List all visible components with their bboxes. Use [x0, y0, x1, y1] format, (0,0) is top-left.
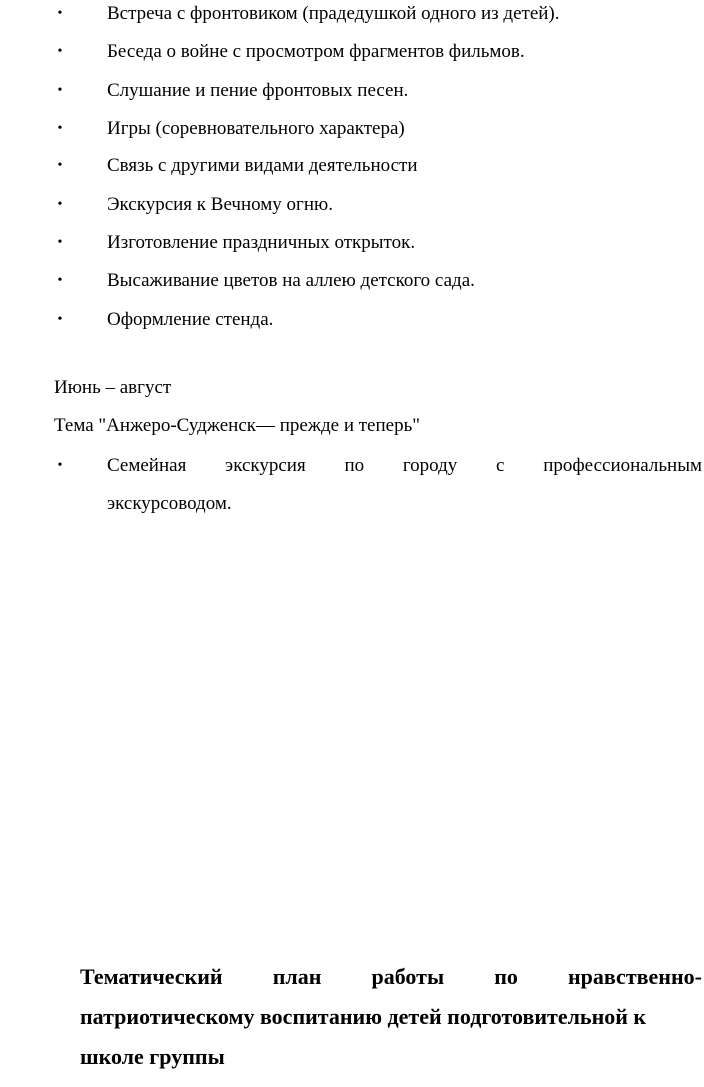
section-heading: [80, 957, 702, 1077]
list-item: [0, 40, 704, 64]
word: городу: [402, 455, 458, 476]
list-item: [0, 117, 704, 141]
bullet-icon: •: [57, 121, 63, 136]
bullet-icon: •: [57, 312, 63, 327]
word: с: [496, 455, 505, 476]
list-item: [0, 269, 704, 293]
list-item-text: Высаживание цветов на аллею детского сада.: [107, 270, 475, 291]
list-item-text: Слушание и пение фронтовых песен.: [107, 80, 409, 101]
heading-line-1: [80, 957, 702, 997]
bullet-icon: •: [57, 458, 63, 473]
list-item: [0, 79, 704, 103]
bullet-icon: •: [57, 235, 63, 250]
word: профессиональным: [543, 455, 702, 476]
excursion-line-2: экскурсоводом.: [107, 493, 232, 514]
list-item-text: Встреча с фронтовиком (прадедушкой одного из детей).: [107, 3, 560, 24]
list-item-text: Игры (соревновательного характера): [107, 118, 405, 139]
list-item-text: Оформление стенда.: [107, 309, 274, 330]
bullet-icon: •: [57, 273, 63, 288]
theme-title: Тема "Анжеро-Судженск— прежде и теперь": [54, 415, 420, 436]
list-item: [0, 2, 704, 26]
list-item-text: [107, 454, 702, 516]
list-item-text: Экскурсия к Вечному огню.: [107, 194, 333, 215]
heading-line-2: патриотическому воспитанию детей подготовительной к: [80, 1004, 647, 1029]
word: экскурсия: [225, 455, 306, 476]
list-item-text: Беседа о войне с просмотром фрагментов фильмов.: [107, 41, 525, 62]
word: по: [494, 964, 518, 989]
word: работы: [371, 964, 445, 989]
word: план: [272, 964, 322, 989]
bullet-icon: •: [57, 158, 63, 173]
word: Семейная: [107, 455, 187, 476]
excursion-line-1: [107, 454, 702, 492]
list-item: [0, 308, 704, 332]
word: Тематический: [80, 964, 223, 989]
word: по: [344, 455, 365, 476]
list-item: [0, 193, 704, 217]
list-item: [0, 154, 704, 178]
bullet-icon: •: [57, 197, 63, 212]
list-item-text: Изготовление праздничных открыток.: [107, 232, 416, 253]
list-item: [0, 231, 704, 255]
bullet-icon: •: [57, 6, 63, 21]
word: нравственно-: [568, 964, 702, 989]
period-label: Июнь – август: [54, 377, 172, 398]
bullet-icon: •: [57, 44, 63, 59]
heading-line-3: школе группы: [80, 1044, 225, 1069]
bullet-icon: •: [57, 83, 63, 98]
list-item-text: Связь с другими видами деятельности: [107, 155, 418, 176]
